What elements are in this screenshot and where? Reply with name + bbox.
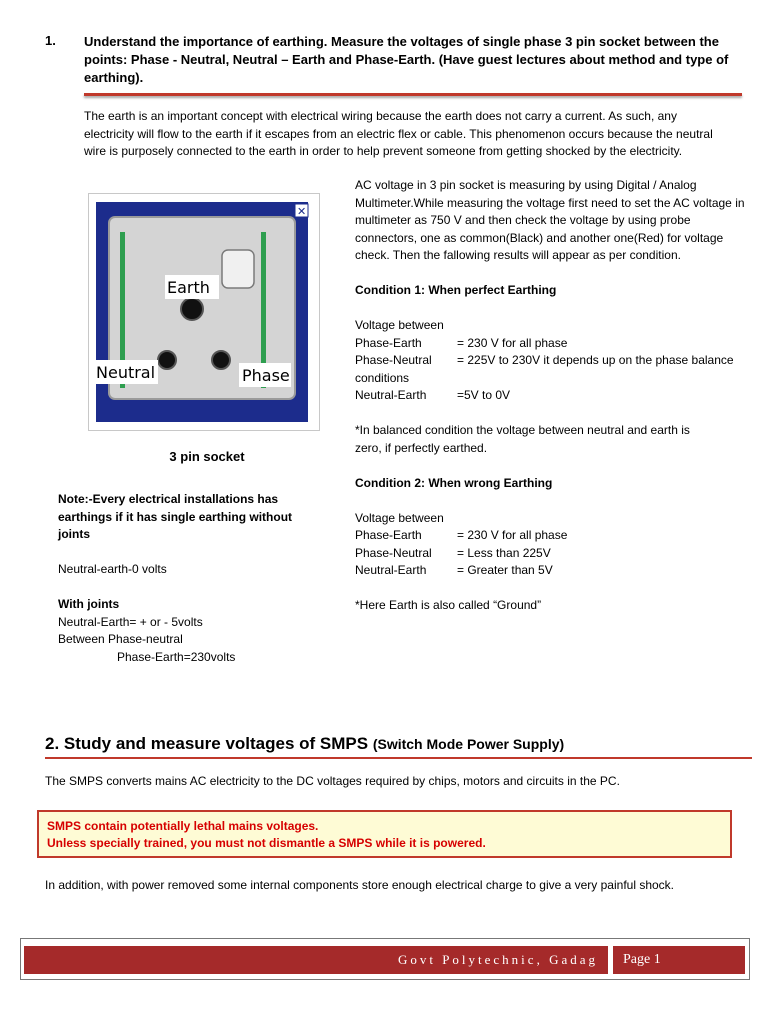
figure-caption: 3 pin socket [169,449,245,464]
close-icon: ✕ [297,205,307,218]
row-key: Neutral-Earth [355,563,427,577]
condition-1-row [355,370,745,388]
row-key: Neutral-Earth [355,388,427,402]
row-value: = 230 V for all phase [457,528,568,542]
measurement-column [355,177,745,615]
earthing-note [58,491,318,666]
earth-pin-hole [181,298,203,320]
section-2-heading [45,734,564,754]
condition-1-intro: Voltage between [355,318,444,332]
earth-label: Earth [167,278,210,297]
condition-2-row [355,545,745,563]
row-value: = 225V to 230V it depends up on the phase balance [457,353,734,367]
section-1-heading: Understand the importance of earthing. Measure the voltages of single phase 3 pin socket between the points: Phase - Neutral, Neutral – Earth and Phase-Earth. (Have guest lectures about method and type of earthing). [84,34,729,85]
neutral-label: Neutral [96,363,156,382]
measurement-paragraph: AC voltage in 3 pin socket is measuring by using Digital / Analog Multimeter.While measuring the voltage first need to set the AC voltage in multimeter as 750 V and then check the voltage by using probe connectors, one as common(Black) and another one(Red) for voltage check. Then the fallowing results will appear as per condition. [355,178,745,262]
condition-2-title: Condition 2: When wrong Earthing [355,475,553,490]
section-2-subtitle: (Switch Mode Power Supply) [372,736,565,752]
section-1-number: 1. [45,33,56,48]
phase-pin-hole [212,351,230,369]
smps-intro-paragraph: The SMPS converts mains AC electricity to the DC voltages required by chips, motors and circuits in the PC. [45,774,620,788]
balanced-condition-note: *In balanced condition the voltage between neutral and earth is zero, if perfectly earthed. [355,423,690,455]
row-key: Phase-Earth [355,528,422,542]
condition-2-row [355,527,745,545]
socket-figure [88,193,320,431]
row-value: = Greater than 5V [457,563,553,577]
note-line-2: Neutral-earth-0 volts [58,562,167,576]
earthing-intro-paragraph: The earth is an important concept with electrical wiring because the earth does not carry a current. As such, any electricity will flow to the earth if it escapes from an electric flex or cable. This phenomenon occurs because the neutral wire is purposely connected to the earth in order to help prevent someone from getting shocked by the electricity. [84,109,713,158]
condition-1-row [355,387,745,405]
smps-warning-box [37,810,732,858]
condition-1-title: Condition 1: When perfect Earthing [355,283,557,297]
note-line-1: Note:-Every electrical installations has earthings if it has single earthing without joints [58,492,293,541]
row-value: =5V to 0V [457,388,511,402]
phase-label: Phase [242,366,290,385]
row-key: Phase-Neutral [355,353,432,367]
heading-divider [84,93,742,96]
warning-line-2: Unless specially trained, you must not dismantle a SMPS while it is powered. [47,836,486,850]
condition-2-row [355,562,745,580]
condition-2-intro: Voltage between [355,510,444,525]
footer-page-number: Page 1 [613,946,745,974]
socket-switch [222,250,254,288]
note-line-6: Phase-Earth=230volts [117,649,236,664]
note-line-5: Between Phase-neutral [58,632,183,646]
row-value: = Less than 225V [457,545,551,560]
ground-note: *Here Earth is also called “Ground” [355,598,542,612]
section-2-title: 2. Study and measure voltages of SMPS [45,734,369,753]
footer-institution: Govt Polytechnic, Gadag [24,946,608,974]
row-value: = 230 V for all phase [457,335,568,350]
section-2-divider [45,757,752,759]
smps-shock-paragraph: In addition, with power removed some internal components store enough electrical charge to give a very painful shock. [45,878,675,892]
condition-1-row [355,335,745,353]
row-key: Phase-Neutral [355,545,432,560]
row-key: Phase-Earth [355,335,422,350]
condition-1-row [355,352,745,370]
warning-line-1: SMPS contain potentially lethal mains voltages. [47,819,319,833]
note-line-3: With joints [58,597,120,611]
row-value: conditions [355,370,410,385]
neutral-pin-hole [158,351,176,369]
socket-illustration [89,194,319,430]
note-line-4: Neutral-Earth= + or - 5volts [58,614,203,629]
